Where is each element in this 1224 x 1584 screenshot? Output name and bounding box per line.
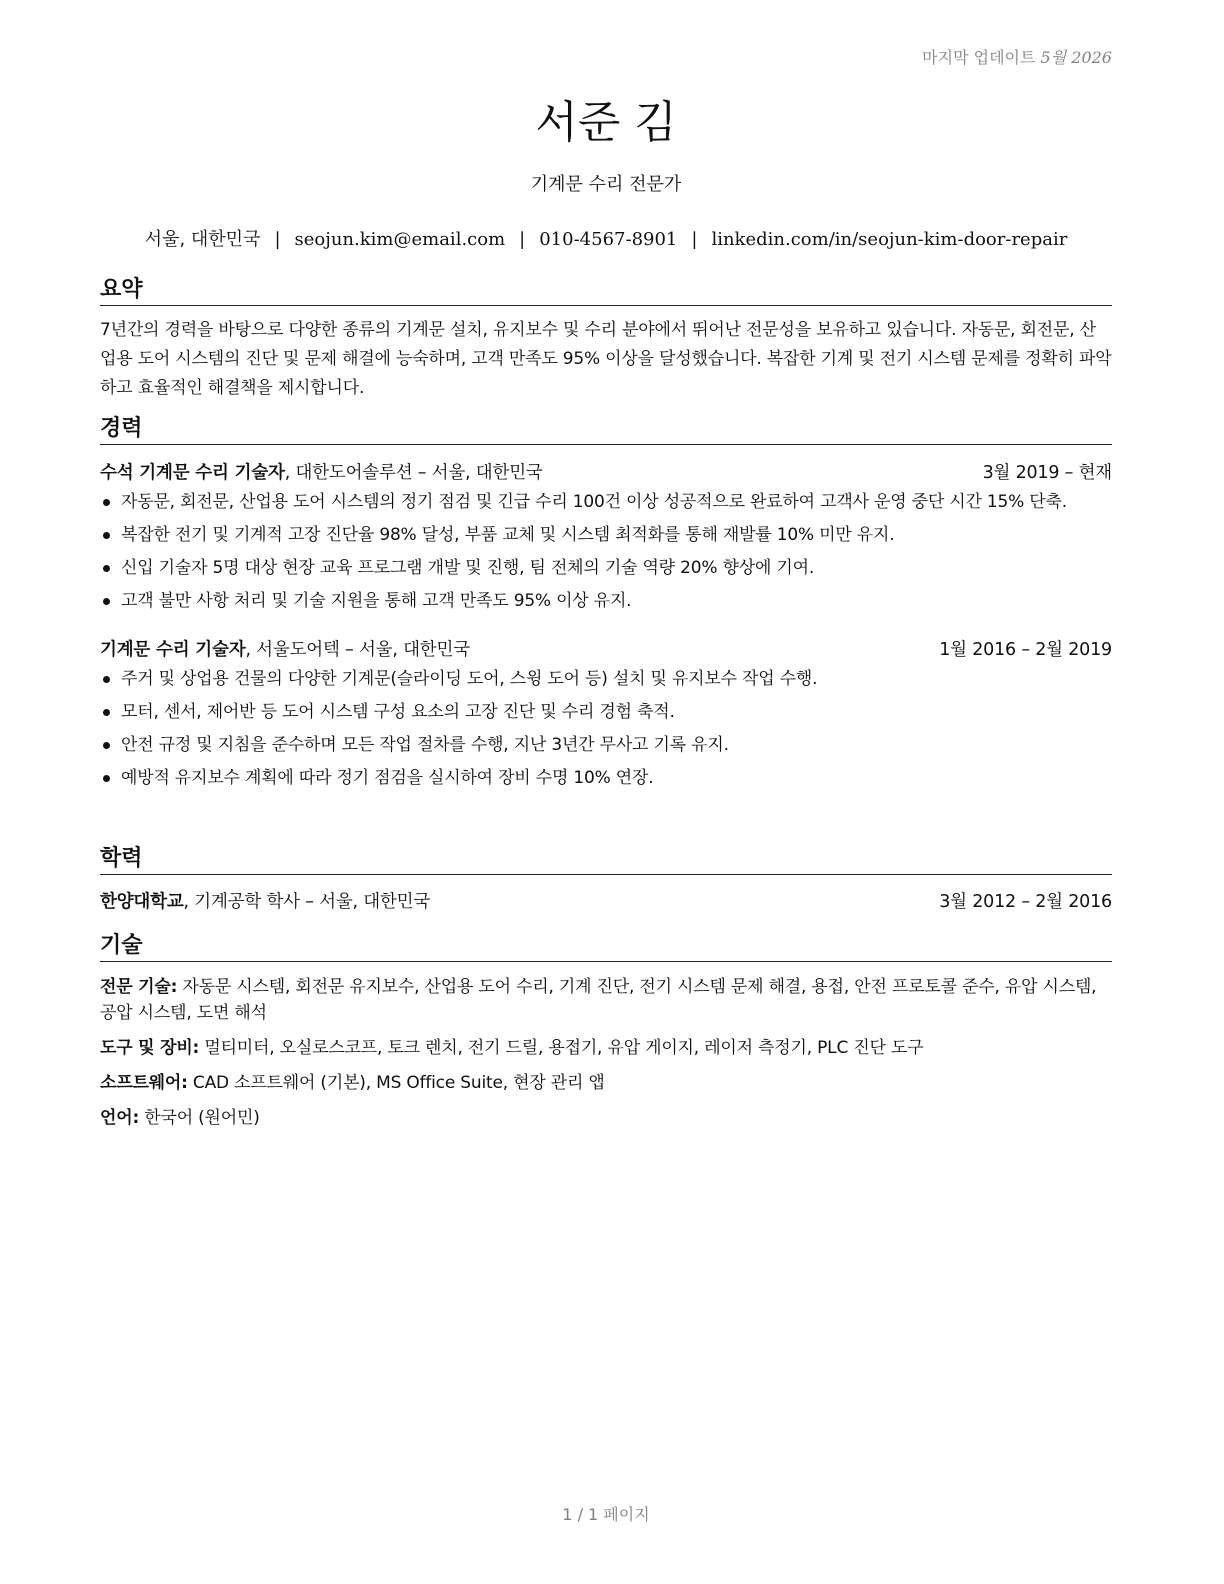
job-entry [100, 636, 1112, 791]
contact-separator: | [274, 229, 281, 250]
list-item: 모터, 센서, 제어반 등 도어 시스템 구성 요소의 고장 진단 및 수리 경험 축적. [100, 699, 1112, 725]
job-bullets [100, 666, 1112, 791]
skill-value: 자동문 시스템, 회전문 유지보수, 산업용 도어 수리, 기계 진단, 전기 시스템 문제 해결, 용접, 안전 프로토콜 준수, 유압 시스템, 공압 시스템, 도면 해석 [100, 977, 1097, 1023]
job-role: 기계문 수리 기술자 [100, 640, 246, 660]
contact-line [100, 225, 1112, 251]
skill-row [100, 1035, 1112, 1061]
skills-heading: 기술 [100, 932, 1112, 962]
contact-linkedin[interactable]: linkedin.com/in/seojun-kim-door-repair [711, 229, 1068, 250]
page-number: 1 / 1 페이지 [562, 1505, 650, 1524]
job-header [100, 636, 1112, 664]
skill-value: 한국어 (원어민) [139, 1108, 260, 1128]
person-name: 서준 김 [535, 97, 677, 148]
skills-section [100, 932, 1112, 1131]
summary-section [100, 276, 1112, 403]
skill-label: 소프트웨어: [100, 1073, 188, 1093]
contact-phone[interactable]: 010-4567-8901 [539, 229, 678, 250]
contact-location: 서울, 대한민국 [144, 229, 261, 250]
list-item: 안전 규정 및 지침을 준수하며 모든 작업 절차를 수행, 지난 3년간 무사고 기록 유지. [100, 732, 1112, 758]
job-entry [100, 459, 1112, 614]
resume-page [100, 0, 1112, 1584]
summary-text: 7년간의 경력을 바탕으로 다양한 종류의 기계문 설치, 유지보수 및 수리 분야에서 뛰어난 전문성을 보유하고 있습니다. 자동문, 회전문, 산업용 도어 시스템의 진단 및 문제 해결에 능숙하며, 고객 만족도 95% 이상을 달성했습니다. 복잡한 기계 및 전기 시스템 문제를 정확히 파악하고 효율적인 해결책을 제시합니다. [100, 320, 1112, 398]
job-bullets [100, 489, 1112, 614]
skill-value: 멀티미터, 오실로스코프, 토크 렌치, 전기 드릴, 용접기, 유압 게이지, 레이저 측정기, PLC 진단 도구 [199, 1038, 924, 1058]
job-dates: 1월 2016 – 2월 2019 [939, 640, 1112, 660]
list-item: 주거 및 상업용 건물의 다양한 기계문(슬라이딩 도어, 스윙 도어 등) 설치 및 유지보수 작업 수행. [100, 666, 1112, 692]
education-entry [100, 888, 1112, 916]
skill-label: 전문 기술: [100, 977, 178, 997]
experience-section [100, 415, 1112, 791]
job-header [100, 459, 1112, 487]
skill-row [100, 1070, 1112, 1096]
skill-label: 도구 및 장비: [100, 1038, 200, 1058]
education-section [100, 845, 1112, 916]
list-item: 복잡한 전기 및 기계적 고장 진단율 98% 달성, 부품 교체 및 시스템 최적화를 통해 재발률 10% 미만 유지. [100, 522, 1112, 548]
last-updated [922, 45, 1112, 68]
skill-row [100, 1105, 1112, 1131]
job-dates: 3월 2019 – 현재 [982, 463, 1112, 483]
contact-email[interactable]: seojun.kim@email.com [294, 229, 506, 250]
last-updated-date: 5월 2026 [1040, 48, 1112, 67]
list-item: 고객 불만 사항 처리 및 기술 지원을 통해 고객 만족도 95% 이상 유지. [100, 588, 1112, 614]
experience-heading: 경력 [100, 415, 1112, 445]
contact-separator: | [691, 229, 698, 250]
last-updated-label: 마지막 업데이트 [922, 48, 1036, 67]
job-org: , 대한도어솔루션 – 서울, 대한민국 [284, 463, 543, 483]
skill-row [100, 974, 1112, 1026]
education-dates: 3월 2012 – 2월 2016 [939, 892, 1112, 912]
education-heading: 학력 [100, 845, 1112, 875]
education-school: 한양대학교 [100, 892, 184, 912]
contact-separator: | [519, 229, 526, 250]
skill-label: 언어: [100, 1108, 140, 1128]
list-item: 자동문, 회전문, 산업용 도어 시스템의 정기 점검 및 긴급 수리 100건 이상 성공적으로 완료하여 고객사 운영 중단 시간 15% 단축. [100, 489, 1112, 515]
summary-heading: 요약 [100, 276, 1112, 306]
skill-value: CAD 소프트웨어 (기본), MS Office Suite, 현장 관리 앱 [187, 1073, 605, 1093]
job-title: 기계문 수리 전문가 [530, 174, 682, 195]
list-item: 신입 기술자 5명 대상 현장 교육 프로그램 개발 및 진행, 팀 전체의 기술 역량 20% 향상에 기여. [100, 555, 1112, 581]
job-org: , 서울도어텍 – 서울, 대한민국 [245, 640, 470, 660]
education-detail: , 기계공학 학사 – 서울, 대한민국 [183, 892, 431, 912]
job-role: 수석 기계문 수리 기술자 [100, 463, 285, 483]
list-item: 예방적 유지보수 계획에 따라 정기 점검을 실시하여 장비 수명 10% 연장. [100, 765, 1112, 791]
